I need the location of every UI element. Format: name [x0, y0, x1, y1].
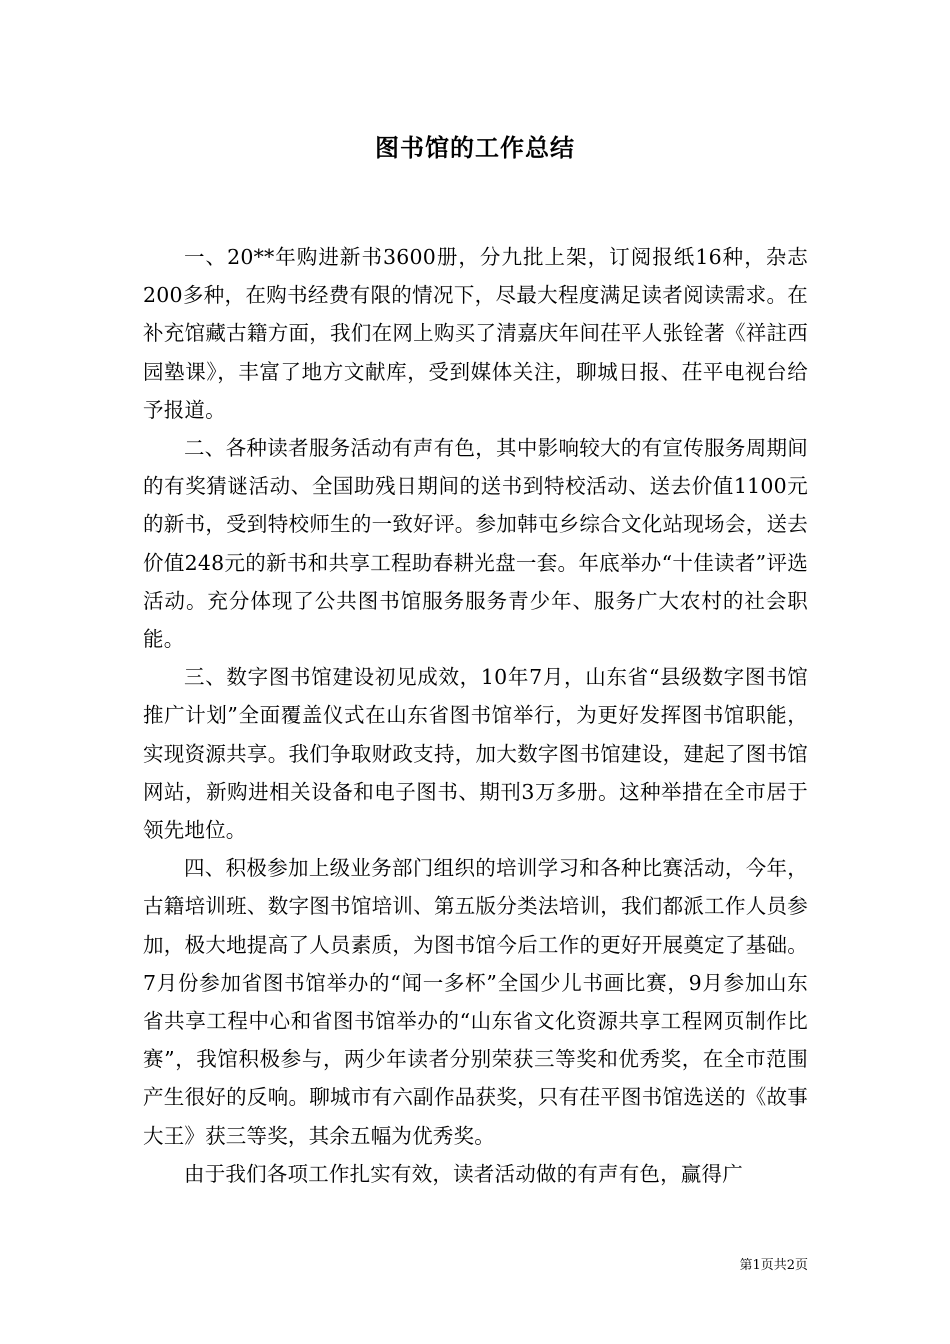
paragraph-2: 二、各种读者服务活动有声有色，其中影响较大的有宣传服务周期间的有奖猜谜活动、全国助残日期间的送书到特校活动、送去价值1100元的新书，受到特校师生的一致好评。参加韩屯乡综合文化站现场会，送去价值248元的新书和共享工程助春耕光盘一套。年底举办“十佳读者”评选活动。充分体现了公共图书馆服务服务青少年、服务广大农村的社会职能。 [143, 436, 808, 652]
paragraph-5: 由于我们各项工作扎实有效，读者活动做的有声有色，赢得广 [184, 1161, 743, 1186]
document-body [143, 238, 808, 1193]
page-number-footer: 第1页共2页 [739, 1258, 808, 1273]
paragraph-3: 三、数字图书馆建设初见成效，10年7月，山东省“县级数字图书馆推广计划”全面覆盖仪式在山东省图书馆举行，为更好发挥图书馆职能，实现资源共享。我们争取财政支持，加大数字图书馆建设，建起了图书馆网站，新购进相关设备和电子图书、期刊3万多册。这种举措在全市居于领先地位。 [143, 665, 808, 843]
paragraph-1: 一、20**年购进新书3600册，分九批上架，订阅报纸16种，杂志200多种，在购书经费有限的情况下，尽最大程度满足读者阅读需求。在补充馆藏古籍方面，我们在网上购买了清嘉庆年间茌平人张铨著《祥註西园塾课》，丰富了地方文献库，受到媒体关注，聊城日报、茌平电视台给予报道。 [143, 245, 808, 422]
document-title: 图书馆的工作总结 [375, 133, 575, 162]
paragraph-4: 四、积极参加上级业务部门组织的培训学习和各种比赛活动，今年，古籍培训班、数字图书馆培训、第五版分类法培训，我们都派工作人员参加，极大地提高了人员素质，为图书馆今后工作的更好开展奠定了基础。7月份参加省图书馆举办的“闻一多杯”全国少儿书画比赛，9月参加山东省共享工程中心和省图书馆举办的“山东省文化资源共享工程网页制作比赛”，我馆积极参与，两少年读者分别荣获三等奖和优秀奖，在全市范围产生很好的反响。聊城市有六副作品获奖，只有茌平图书馆选送的《故事大王》获三等奖，其余五幅为优秀奖。 [143, 856, 808, 1148]
